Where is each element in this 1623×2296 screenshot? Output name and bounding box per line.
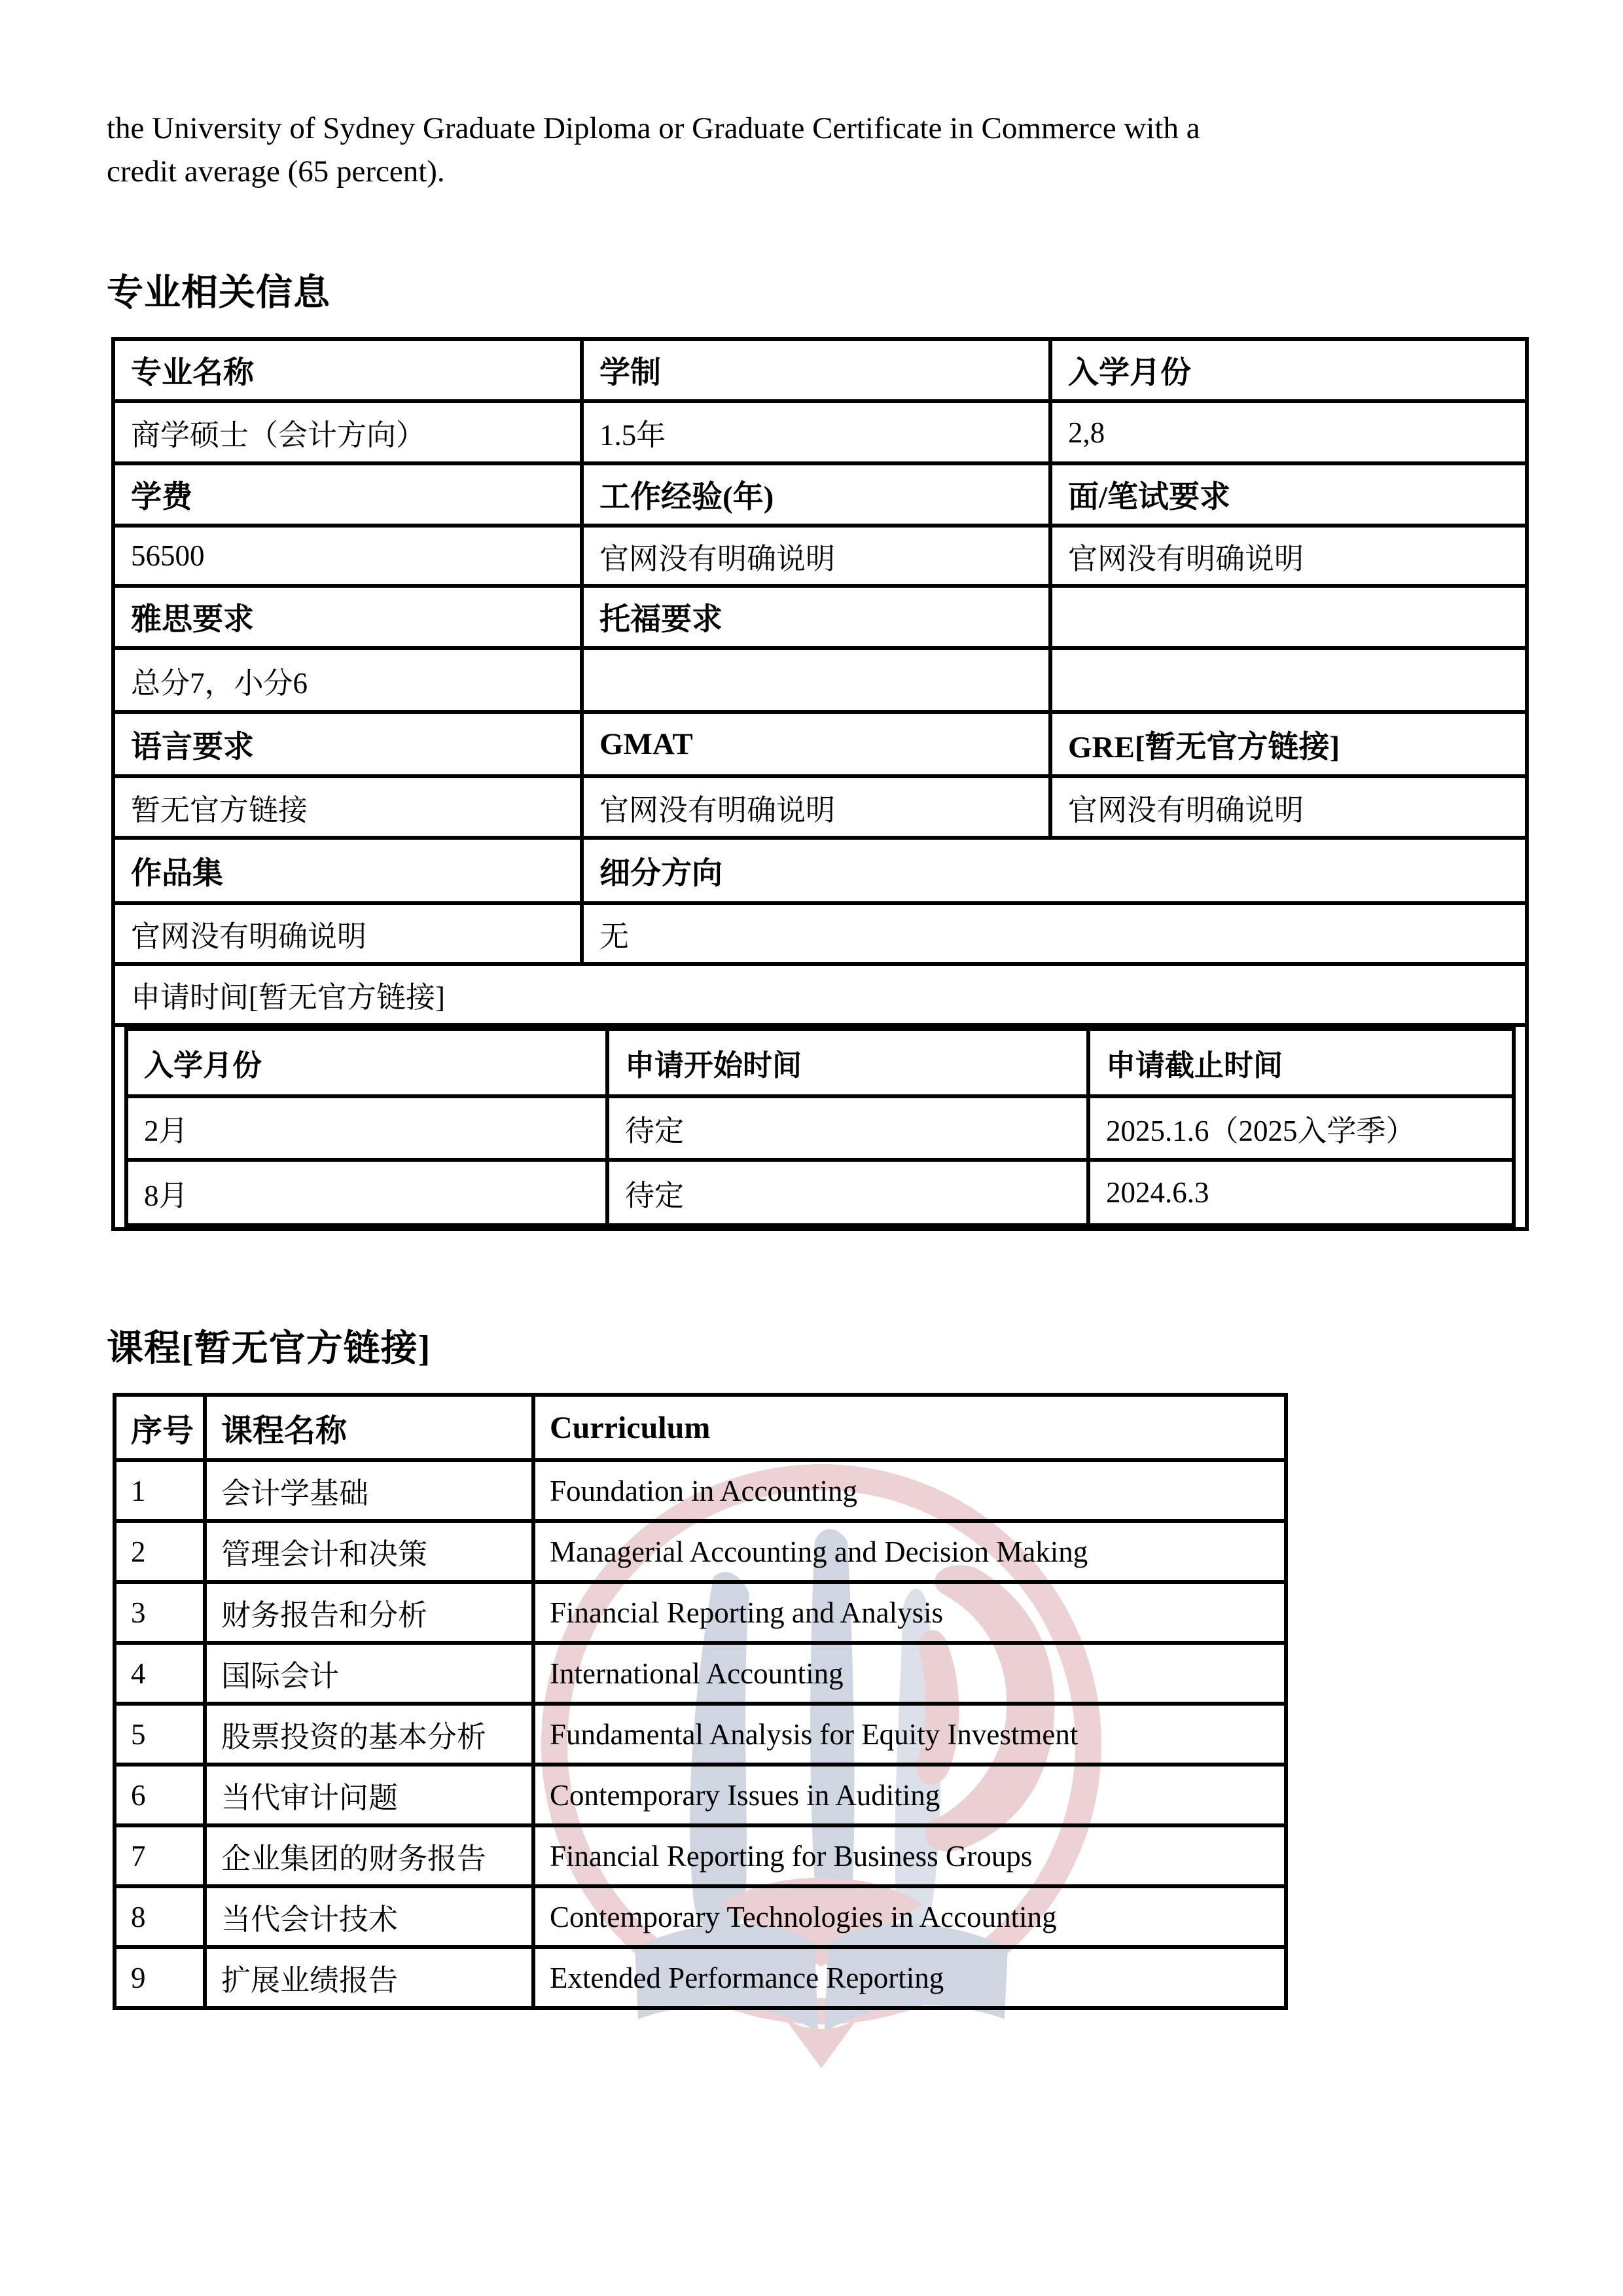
header-cell-ielts: 雅思要求 [113, 586, 582, 648]
header-cell-apply-start: 申请开始时间 [607, 1029, 1088, 1096]
value-cell-month-aug: 8月 [126, 1160, 607, 1225]
table-row [115, 1947, 1286, 2008]
cell-course-name: 当代会计技术 [205, 1886, 533, 1947]
header-cell-intake-month: 入学月份 [1050, 339, 1527, 401]
table-row [113, 776, 1527, 838]
header-cell-apply-month: 入学月份 [126, 1029, 607, 1096]
table-row [113, 1025, 1527, 1229]
value-cell-interview-requirement: 官网没有明确说明 [1050, 526, 1527, 586]
table-row [115, 1886, 1286, 1947]
cell-no: 9 [115, 1947, 205, 2008]
header-cell-apply-deadline: 申请截止时间 [1088, 1029, 1514, 1096]
cell-curriculum: Managerial Accounting and Decision Making [533, 1521, 1286, 1582]
application-time-section [113, 1025, 1527, 1229]
value-cell-ielts: 总分7，小分6 [113, 648, 582, 712]
header-cell-gre: GRE[暂无官方链接] [1050, 712, 1527, 776]
header-cell-language-requirement: 语言要求 [113, 712, 582, 776]
cell-no: 3 [115, 1582, 205, 1643]
intro-paragraph [107, 107, 1540, 193]
cell-curriculum: Contemporary Issues in Auditing [533, 1765, 1286, 1825]
application-time-table [124, 1027, 1516, 1227]
table-row [126, 1160, 1514, 1225]
cell-course-name: 管理会计和决策 [205, 1521, 533, 1582]
cell-course-name: 会计学基础 [205, 1460, 533, 1521]
value-cell-tuition: 56500 [113, 526, 582, 586]
cell-curriculum: Financial Reporting for Business Groups [533, 1825, 1286, 1886]
value-cell-gre: 官网没有明确说明 [1050, 776, 1527, 838]
cell-course-name: 国际会计 [205, 1643, 533, 1704]
table-row [113, 401, 1527, 463]
program-info-table [111, 337, 1529, 1231]
value-cell-gmat: 官网没有明确说明 [582, 776, 1050, 838]
cell-no: 1 [115, 1460, 205, 1521]
cell-course-name: 企业集团的财务报告 [205, 1825, 533, 1886]
header-cell-curriculum: Curriculum [533, 1395, 1286, 1460]
cell-curriculum: Fundamental Analysis for Equity Investment [533, 1704, 1286, 1765]
cell-course-name: 财务报告和分析 [205, 1582, 533, 1643]
header-cell-tuition: 学费 [113, 463, 582, 526]
value-cell-toefl [582, 648, 1050, 712]
cell-no: 4 [115, 1643, 205, 1704]
value-cell-start-feb: 待定 [607, 1096, 1088, 1160]
table-row [113, 463, 1527, 526]
cell-curriculum: Extended Performance Reporting [533, 1947, 1286, 2008]
cell-curriculum: Contemporary Technologies in Accounting [533, 1886, 1286, 1947]
section-title-courses: 课程[暂无官方链接] [107, 1329, 431, 1369]
table-row [115, 1582, 1286, 1643]
value-cell-start-aug: 待定 [607, 1160, 1088, 1225]
table-row [113, 712, 1527, 776]
section-title-program-info: 专业相关信息 [107, 273, 330, 314]
cell-application-time-title: 申请时间[暂无官方链接] [113, 964, 1527, 1025]
header-cell-major-name: 专业名称 [113, 339, 582, 401]
cell-no: 2 [115, 1521, 205, 1582]
value-cell-work-experience: 官网没有明确说明 [582, 526, 1050, 586]
header-cell-portfolio: 作品集 [113, 838, 582, 903]
header-cell-specialisation: 细分方向 [582, 838, 1527, 903]
header-cell-course-name: 课程名称 [205, 1395, 533, 1460]
cell-course-name: 扩展业绩报告 [205, 1947, 533, 2008]
value-cell-deadline-feb: 2025.1.6（2025入学季） [1088, 1096, 1514, 1160]
cell-no: 7 [115, 1825, 205, 1886]
value-cell-portfolio: 官网没有明确说明 [113, 903, 582, 964]
table-row [126, 1096, 1514, 1160]
cell-no: 5 [115, 1704, 205, 1765]
table-row [113, 648, 1527, 712]
table-row [113, 903, 1527, 964]
cell-course-name: 股票投资的基本分析 [205, 1704, 533, 1765]
intro-line-1: the University of Sydney Graduate Diploma or Graduate Certificate in Commerce with a [107, 111, 1200, 145]
header-cell-empty [1050, 586, 1527, 648]
intro-line-2: credit average (65 percent). [107, 154, 445, 188]
value-cell-major-name: 商学硕士（会计方向） [113, 401, 582, 463]
value-cell-language-requirement: 暂无官方链接 [113, 776, 582, 838]
table-row [113, 586, 1527, 648]
cell-no: 8 [115, 1886, 205, 1947]
curriculum-table [113, 1393, 1288, 2010]
header-cell-work-experience: 工作经验(年) [582, 463, 1050, 526]
header-cell-duration: 学制 [582, 339, 1050, 401]
value-cell-specialisation: 无 [582, 903, 1527, 964]
header-cell-no: 序号 [115, 1395, 205, 1460]
table-row [115, 1704, 1286, 1765]
table-row [113, 526, 1527, 586]
table-row [115, 1521, 1286, 1582]
table-row [115, 1460, 1286, 1521]
table-row [113, 339, 1527, 401]
value-cell-month-feb: 2月 [126, 1096, 607, 1160]
value-cell-duration: 1.5年 [582, 401, 1050, 463]
header-cell-gmat: GMAT [582, 712, 1050, 776]
table-row [115, 1825, 1286, 1886]
value-cell-intake-month: 2,8 [1050, 401, 1527, 463]
cell-course-name: 当代审计问题 [205, 1765, 533, 1825]
table-row [113, 838, 1527, 903]
table-row [115, 1765, 1286, 1825]
header-cell-toefl: 托福要求 [582, 586, 1050, 648]
value-cell-empty [1050, 648, 1527, 712]
cell-curriculum: International Accounting [533, 1643, 1286, 1704]
value-cell-deadline-aug: 2024.6.3 [1088, 1160, 1514, 1225]
cell-no: 6 [115, 1765, 205, 1825]
table-row [115, 1643, 1286, 1704]
table-row [126, 1029, 1514, 1096]
cell-curriculum: Foundation in Accounting [533, 1460, 1286, 1521]
watermark-book-tip [785, 2019, 857, 2068]
table-row [113, 964, 1527, 1025]
header-cell-interview-requirement: 面/笔试要求 [1050, 463, 1527, 526]
table-row [115, 1395, 1286, 1460]
cell-curriculum: Financial Reporting and Analysis [533, 1582, 1286, 1643]
